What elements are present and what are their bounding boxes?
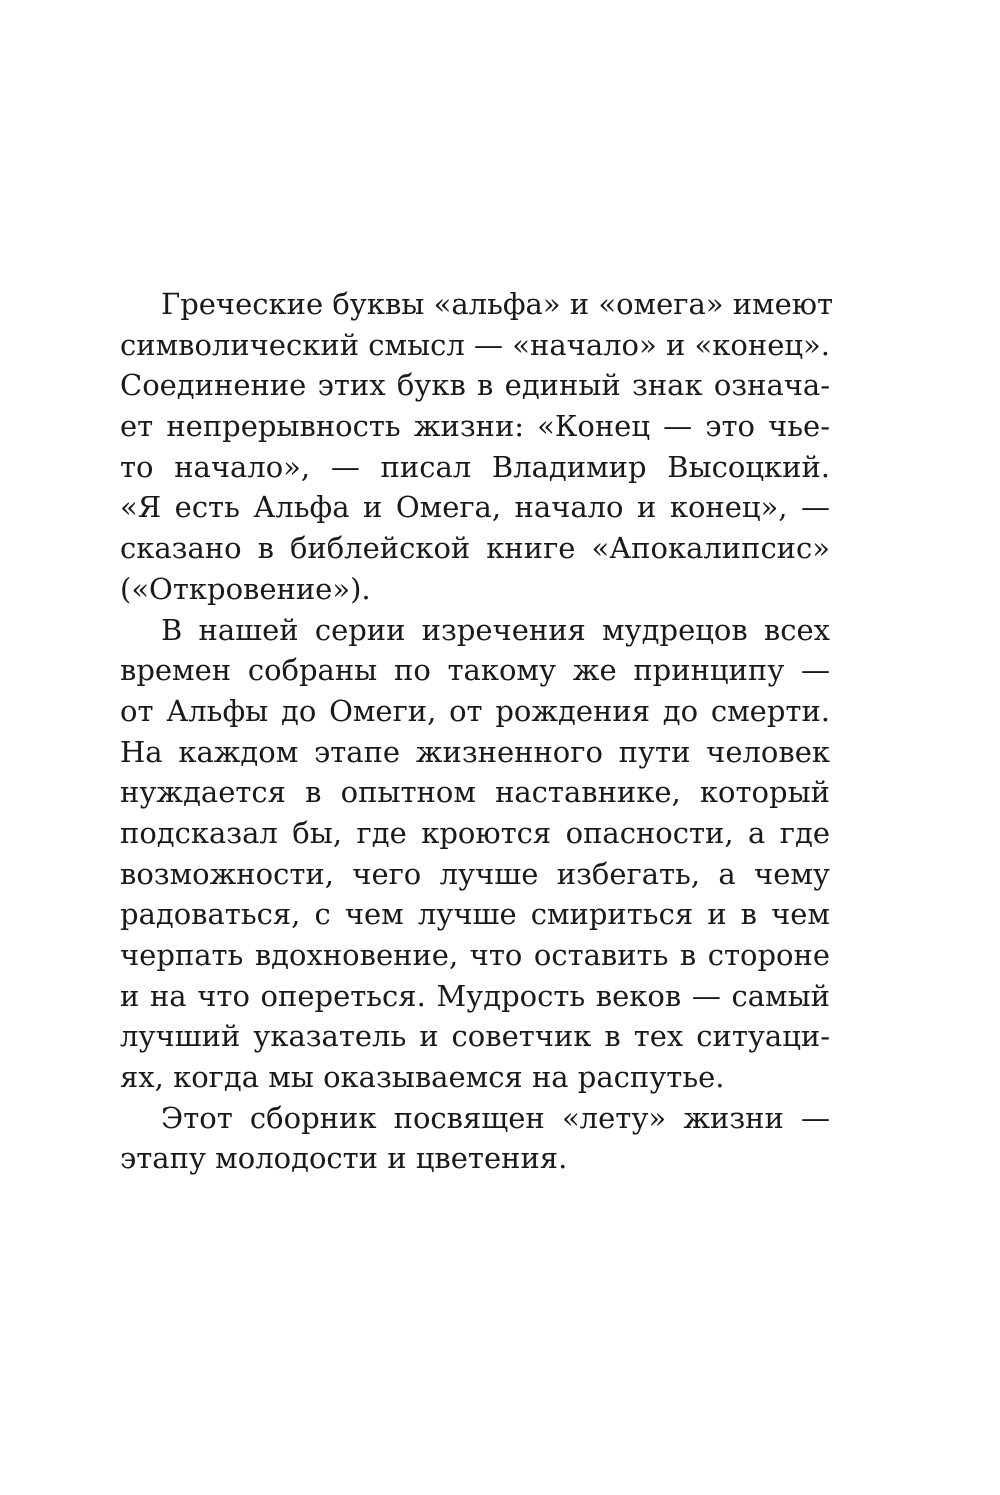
- text-line: черпать вдохновение, что оставить в стороне: [120, 938, 830, 972]
- text-line: радоваться, с чем лучше смириться и в чем: [120, 897, 830, 932]
- text-line: времен собраны по такому же принципу —: [120, 653, 830, 688]
- text-line: На каждом этапе жизненного пути человек: [120, 734, 830, 769]
- text-line: В нашей серии изречения мудрецов всех: [161, 612, 830, 647]
- text-line: то начало», — писал Владимир Высоцкий.: [120, 449, 830, 484]
- text-line: Греческие буквы «альфа» и «омега» имеют: [161, 287, 834, 321]
- paragraph-collection: [120, 1098, 830, 1179]
- text-line: от Альфы до Омеги, от рождения до смерти.: [120, 693, 830, 728]
- text-line: сказано в библейской книге «Апокалипсис»: [120, 531, 830, 566]
- text-line: «Я есть Альфа и Омега, начало и конец», —: [120, 490, 830, 525]
- text-line: нуждается в опытном наставнике, который: [120, 775, 830, 810]
- text-line: ет непрерывность жизни: «Конец — это чье-: [120, 409, 830, 444]
- page-body: [120, 284, 834, 1179]
- text-line: лучший указатель и советчик в тех ситуаци-: [120, 1019, 830, 1054]
- text-line: («Откровение»).: [120, 571, 371, 606]
- text-line: ях, когда мы оказываемся на распутье.: [120, 1060, 725, 1095]
- text-line: подсказал бы, где кроются опасности, а где: [120, 815, 830, 850]
- text-line: Этот сборник посвящен «лету» жизни —: [161, 1100, 830, 1135]
- text-line: символический смысл — «начало» и «конец».: [120, 327, 830, 362]
- paragraph-series: [120, 610, 830, 1098]
- text-line: и на что опереться. Мудрость веков — самый: [120, 978, 830, 1013]
- text-line: этапу молодости и цветения.: [120, 1141, 568, 1176]
- paragraph-alpha-omega: [120, 284, 834, 610]
- text-line: возможности, чего лучше избегать, а чему: [120, 856, 830, 891]
- text-line: Соединение этих букв в единый знак означа-: [120, 368, 830, 403]
